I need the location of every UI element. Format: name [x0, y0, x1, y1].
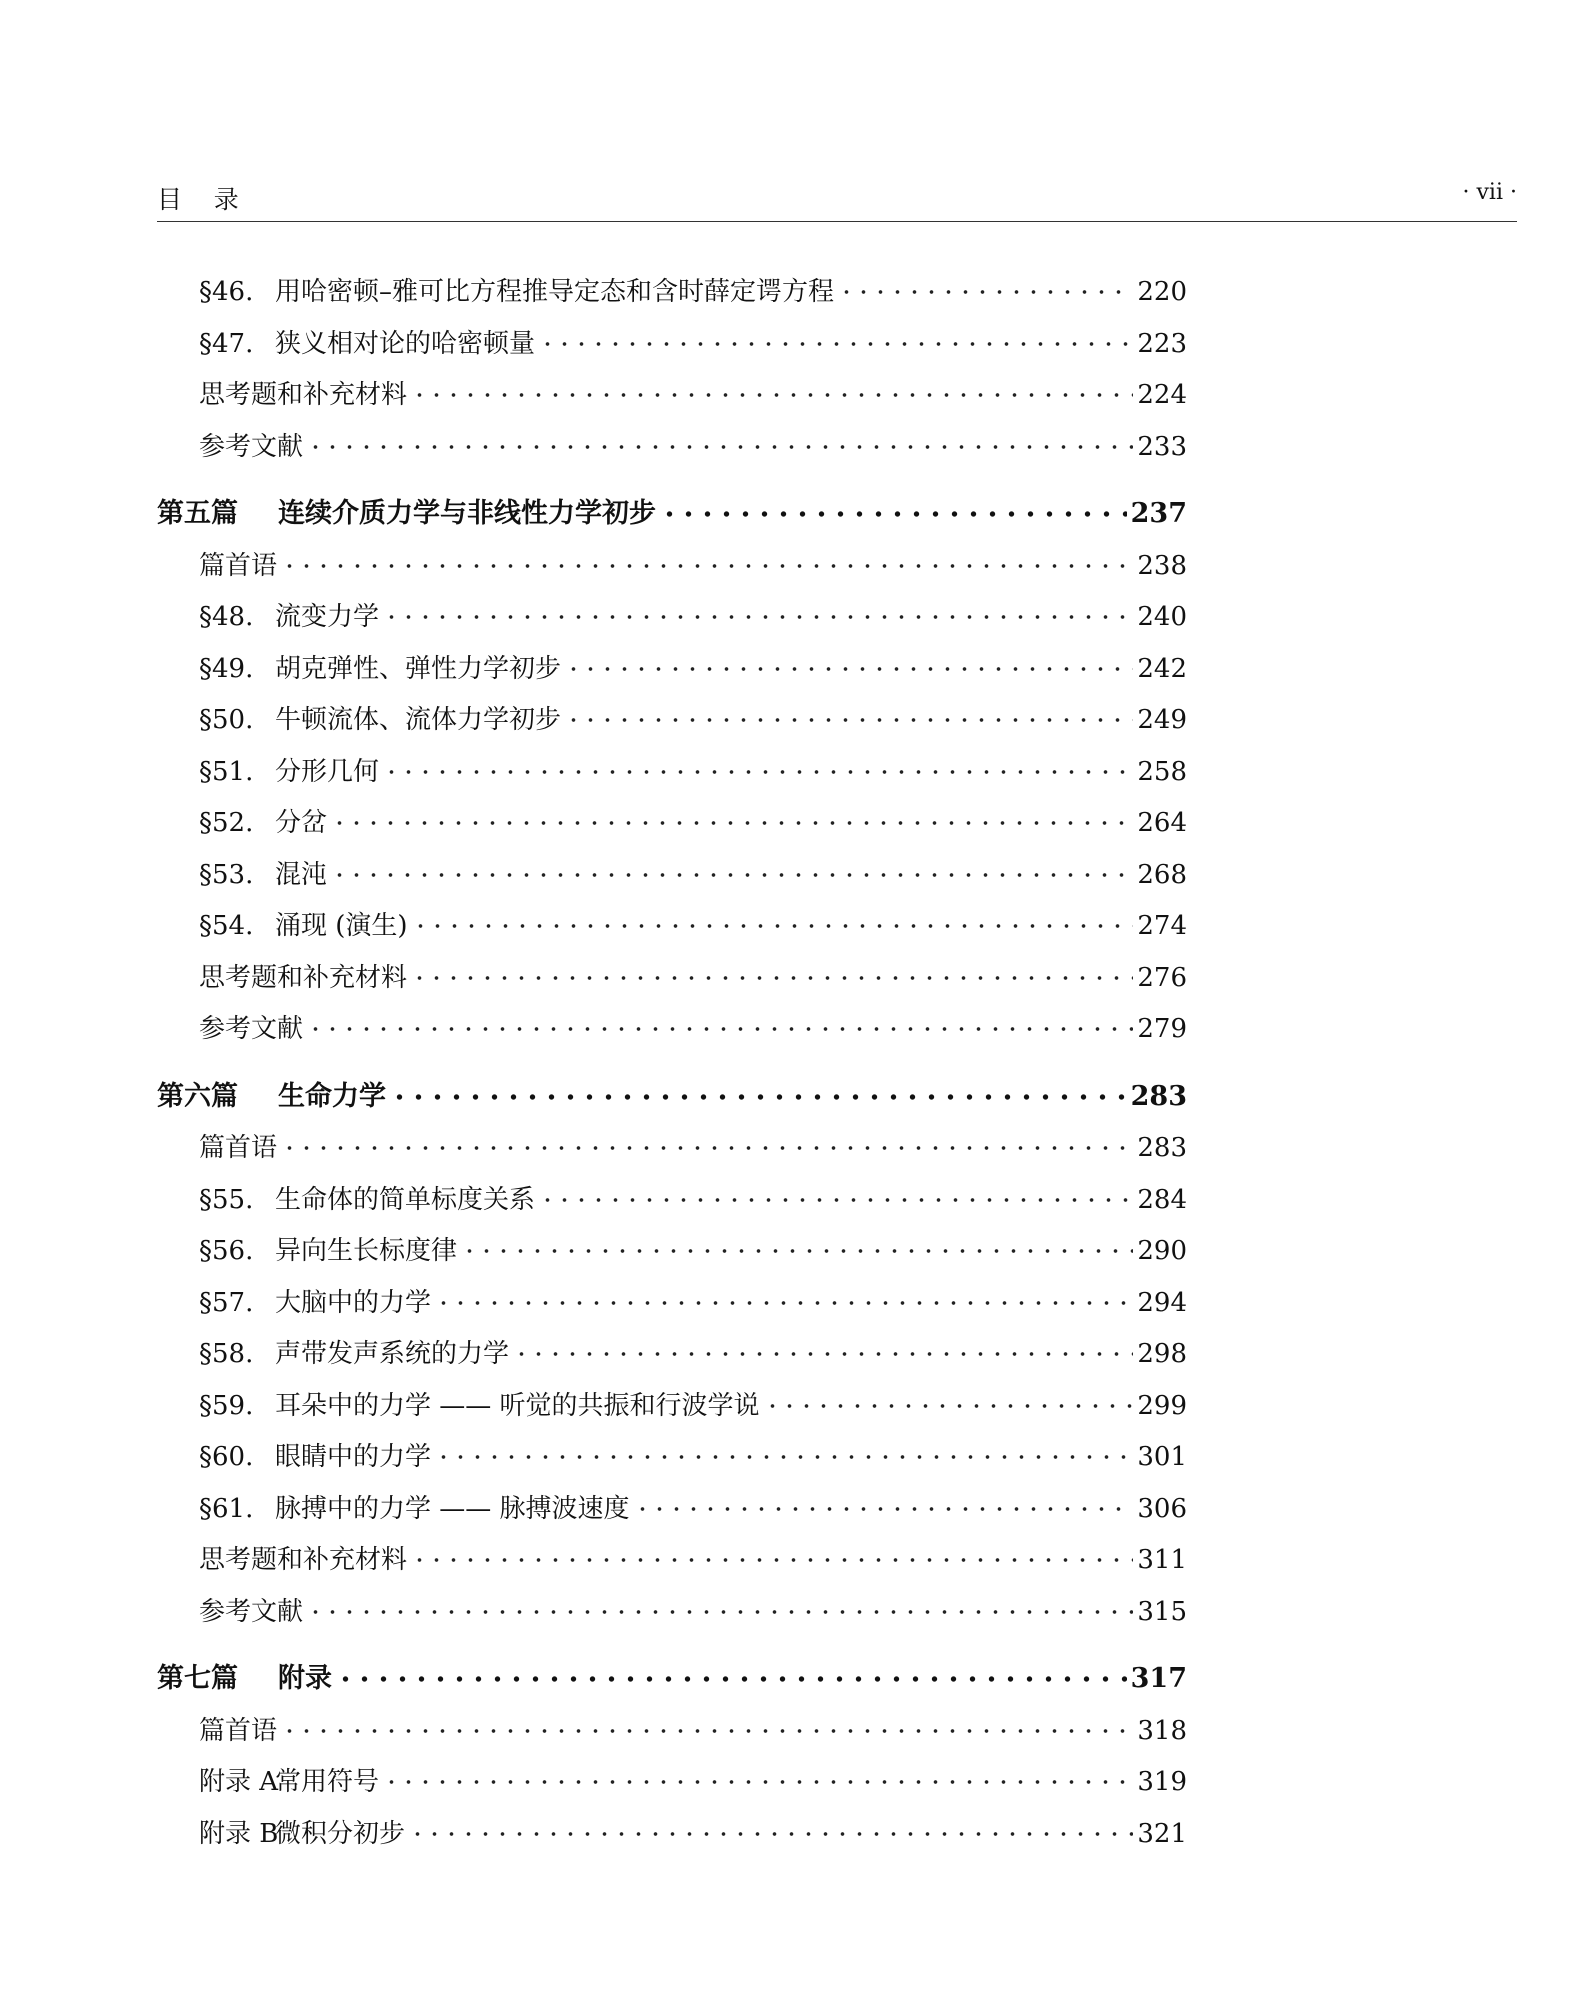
toc-entry-number: §48. — [199, 602, 254, 632]
toc-entry-number: 第五篇 — [157, 498, 238, 529]
toc-entry-title: 参考文献 — [199, 431, 304, 462]
toc-entry — [157, 1008, 1187, 1050]
toc-entry-number: §59. — [199, 1390, 254, 1421]
toc-entry-title: 思考题和补充材料 — [199, 1545, 408, 1575]
toc-entry-title: 牛顿流体、流体力学初步 — [275, 705, 562, 735]
toc-entry-title: 用哈密顿–雅可比方程推导定态和含时薛定谔方程 — [275, 277, 835, 307]
toc-entry-title: 参考文献 — [199, 1014, 304, 1044]
dot-leader — [390, 1076, 1127, 1118]
toc-entry — [157, 1179, 1187, 1221]
toc-entry-title: 思考题和补充材料 — [199, 962, 408, 993]
dot-leader — [409, 1813, 1133, 1855]
dot-leader — [281, 1127, 1133, 1169]
toc-entry-number: §58. — [199, 1339, 254, 1369]
dot-leader — [336, 1658, 1127, 1700]
dot-leader — [435, 1436, 1133, 1478]
dot-leader — [539, 323, 1133, 365]
toc-entry-page: 301 — [1137, 1442, 1187, 1472]
toc-entry — [157, 1385, 1187, 1427]
toc-entry-page: 220 — [1137, 277, 1187, 307]
dot-leader — [307, 1591, 1133, 1633]
toc-entry-title: 微积分初步 — [275, 1818, 406, 1849]
toc-entry-page: 224 — [1137, 380, 1187, 410]
toc-entry-page: 276 — [1137, 962, 1187, 993]
toc-entry-page: 249 — [1137, 705, 1187, 735]
toc-entry-number: §53. — [199, 859, 254, 890]
toc-entry — [157, 1333, 1187, 1375]
toc-entry-page: 294 — [1137, 1287, 1187, 1318]
toc-entry-page: 283 — [1130, 1080, 1187, 1112]
toc-entry-title: 声带发声系统的力学 — [275, 1339, 510, 1369]
toc-entry-page: 318 — [1137, 1715, 1187, 1746]
toc-entry — [157, 545, 1187, 587]
dot-leader — [412, 905, 1134, 947]
toc-entry-page: 306 — [1137, 1493, 1187, 1524]
toc-entry-number: §57. — [199, 1287, 254, 1318]
toc-entry-title: 生命力学 — [278, 1080, 386, 1112]
toc-entry-title: 常用符号 — [275, 1767, 380, 1797]
toc-entry-number: 第七篇 — [157, 1663, 238, 1694]
toc-entry-page: 283 — [1137, 1133, 1187, 1163]
dot-leader — [634, 1488, 1134, 1530]
toc-entry-number: 附录 B — [199, 1818, 279, 1849]
toc-entry-number: §52. — [199, 808, 254, 838]
dot-leader — [383, 751, 1133, 793]
toc-entry-page: 317 — [1130, 1663, 1187, 1694]
toc-entry-title: 篇首语 — [199, 1133, 278, 1163]
toc-entry-page: 237 — [1130, 498, 1187, 529]
dot-leader — [307, 426, 1133, 468]
toc-entry — [157, 1591, 1187, 1633]
toc-entry-number: §55. — [199, 1184, 254, 1215]
toc-entry-page: 268 — [1137, 859, 1187, 890]
toc-entry-title: 分岔 — [275, 808, 328, 838]
toc-entry-number: 附录 A — [199, 1767, 279, 1797]
toc-entry — [157, 751, 1187, 793]
toc-entry-page: 311 — [1137, 1545, 1187, 1575]
toc-entry-page: 315 — [1137, 1596, 1187, 1627]
toc-entry — [157, 1127, 1187, 1169]
toc-entry-page: 298 — [1137, 1339, 1187, 1369]
dot-leader — [281, 545, 1133, 587]
toc-entry — [157, 1282, 1187, 1324]
dot-leader — [838, 271, 1133, 313]
toc-entry-page: 279 — [1137, 1014, 1187, 1044]
dot-leader — [331, 854, 1133, 896]
header-page-number: · vii · — [1462, 180, 1517, 205]
toc-entry-page: 290 — [1137, 1236, 1187, 1266]
toc-entry-page: 299 — [1137, 1390, 1187, 1421]
dot-leader — [435, 1282, 1133, 1324]
dot-leader — [281, 1710, 1133, 1752]
dot-leader — [331, 802, 1133, 844]
toc-entry-number: §46. — [199, 277, 254, 307]
toc-entry — [157, 1710, 1187, 1752]
toc-entry — [157, 1488, 1187, 1530]
toc-entry-title: 眼睛中的力学 — [275, 1442, 432, 1472]
toc-entry-page: 284 — [1137, 1184, 1187, 1215]
toc-entry — [157, 802, 1187, 844]
toc-entry-title: 生命体的简单标度关系 — [275, 1184, 536, 1215]
toc-entry-page: 319 — [1137, 1767, 1187, 1797]
dot-leader — [764, 1385, 1134, 1427]
dot-leader — [411, 957, 1133, 999]
toc-entry — [157, 1539, 1187, 1581]
toc-entry-title: 思考题和补充材料 — [199, 380, 408, 410]
dot-leader — [539, 1179, 1133, 1221]
toc-entry-title: 混沌 — [275, 859, 328, 890]
toc-entry-number: §51. — [199, 756, 254, 787]
toc-entry-title: 脉搏中的力学 —— 脉搏波速度 — [275, 1493, 630, 1524]
dot-leader — [411, 374, 1133, 416]
toc-entry-title: 分形几何 — [275, 756, 380, 787]
toc-entry-page: 240 — [1137, 602, 1187, 632]
toc-entry-title: 流变力学 — [275, 602, 380, 632]
page-header — [157, 176, 1517, 222]
toc-entry — [157, 957, 1187, 999]
dot-leader — [565, 648, 1133, 690]
toc-entry-page: 321 — [1137, 1818, 1187, 1849]
toc-entry-number: §56. — [199, 1236, 254, 1266]
toc-entry — [157, 426, 1187, 468]
toc-entry-number: §49. — [199, 653, 254, 684]
toc-entry-title: 大脑中的力学 — [275, 1287, 432, 1318]
toc-entry — [157, 596, 1187, 638]
dot-leader — [660, 493, 1127, 535]
toc-entry-number: 第六篇 — [157, 1080, 238, 1112]
toc-entry — [157, 648, 1187, 690]
toc-entry — [157, 1230, 1187, 1272]
toc-part-heading — [157, 1076, 1187, 1118]
toc-entry — [157, 699, 1187, 741]
toc-entry — [157, 323, 1187, 365]
toc-entry-title: 异向生长标度律 — [275, 1236, 458, 1266]
dot-leader — [461, 1230, 1133, 1272]
dot-leader — [411, 1539, 1133, 1581]
toc-entry — [157, 1436, 1187, 1478]
toc-entry-title: 胡克弹性、弹性力学初步 — [275, 653, 562, 684]
toc-entry-number: §47. — [199, 328, 254, 359]
toc-entry-number: §61. — [199, 1493, 254, 1524]
dot-leader — [565, 699, 1133, 741]
toc-entry-title: 连续介质力学与非线性力学初步 — [278, 498, 656, 529]
toc-entry-title: 参考文献 — [199, 1596, 304, 1627]
toc-entry — [157, 374, 1187, 416]
toc-entry-title: 篇首语 — [199, 1715, 278, 1746]
toc-entry — [157, 854, 1187, 896]
toc-entry-title: 附录 — [278, 1663, 332, 1694]
dot-leader — [383, 1761, 1133, 1803]
toc-entry-page: 223 — [1137, 328, 1187, 359]
toc-entry-page: 274 — [1137, 911, 1187, 941]
toc-entry-title: 耳朵中的力学 —— 听觉的共振和行波学说 — [275, 1390, 760, 1421]
toc-entry-page: 258 — [1137, 756, 1187, 787]
dot-leader — [513, 1333, 1133, 1375]
toc-entry-title: 篇首语 — [199, 550, 278, 581]
toc-entry — [157, 905, 1187, 947]
toc-entry — [157, 1813, 1187, 1855]
toc-entry-title: 涌现 (演生) — [275, 911, 408, 941]
toc-entry-title: 狭义相对论的哈密顿量 — [275, 328, 536, 359]
toc-entry-page: 264 — [1137, 808, 1187, 838]
dot-leader — [383, 596, 1133, 638]
toc-entry-page: 242 — [1137, 653, 1187, 684]
dot-leader — [307, 1008, 1133, 1050]
toc-entry-number: §54. — [199, 911, 254, 941]
toc-entry — [157, 1761, 1187, 1803]
toc-entry-number: §50. — [199, 705, 254, 735]
toc-entry-page: 238 — [1137, 550, 1187, 581]
toc-part-heading — [157, 1658, 1187, 1700]
header-title: 目 录 — [157, 185, 239, 214]
toc-part-heading — [157, 493, 1187, 535]
toc-entry-number: §60. — [199, 1442, 254, 1472]
toc-entry-page: 233 — [1137, 431, 1187, 462]
toc-entry — [157, 271, 1187, 313]
